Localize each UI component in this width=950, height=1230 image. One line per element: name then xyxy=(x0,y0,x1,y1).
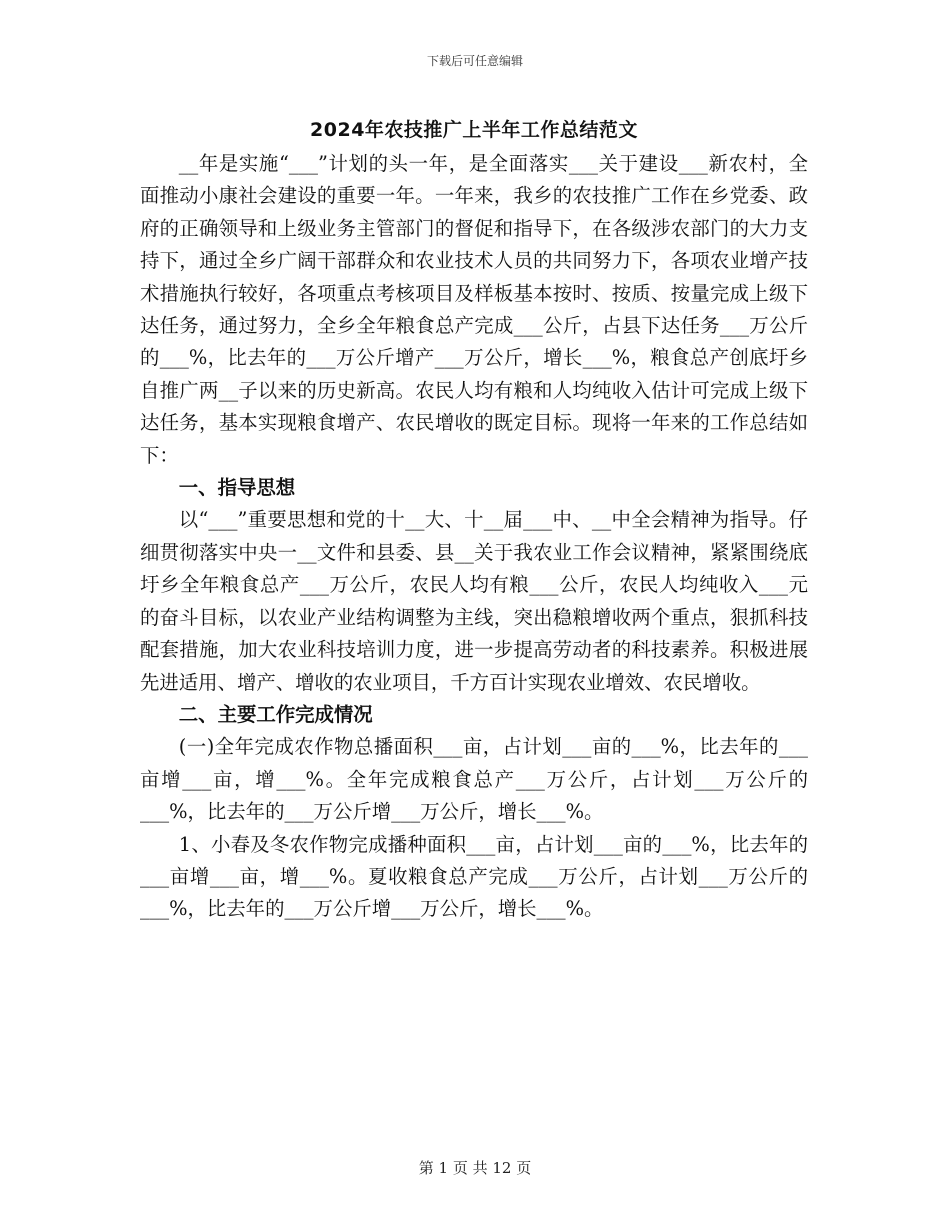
section-heading-main-work: 二、主要工作完成情况 xyxy=(178,702,373,726)
page-header-note: 下载后可任意编辑 xyxy=(426,54,523,68)
intro-paragraph: __年是实施“___”计划的头一年，是全面落实___关于建设___新农村，全面推动小康社会建设的重要一年。一年来，我乡的农技推广工作在乡党委、政府的正确领导和上级业务主管部门的督促和指导下，在各级涉农部门的大力支持下，通过全乡广阔干部群众和农业技术人员的共同努力下，各项农业增产技术措施执行较好，各项重点考核项目及样板基本按时、按质、按量完成上级下达任务，通过努力，全乡全年粮食总产完成___公斤，占县下达任务___万公斤的___%，比去年的___万公斤增产___万公斤，增长___%，粮食总产创底圩乡自推广两__子以来的历史新高。农民人均有粮和人均纯收入估计可完成上级下达任务，基本实现粮食增产、农民增收的既定目标。现将一年来的工作总结如下： xyxy=(140,152,808,467)
main-work-paragraph-1: (一)全年完成农作物总播面积___亩，占计划___亩的___%，比去年的___亩增___亩，增___%。全年完成粮食总产___万公斤，占计划___万公斤的___%，比去年的___万公斤增___万公斤，增长___%。 xyxy=(140,735,808,824)
document-title: 2024年农技推广上半年工作总结范文 xyxy=(310,119,638,141)
main-work-paragraph-2: 1、小春及冬农作物完成播种面积___亩，占计划___亩的___%，比去年的___亩增___亩，增___%。夏收粮食总产完成___万公斤，占计划___万公斤的___%，比去年的___万公斤增___万公斤，增长___%。 xyxy=(140,832,808,921)
page-footer-number: 第 1 页 共 12 页 xyxy=(418,1159,532,1177)
section-heading-guiding-thought: 一、指导思想 xyxy=(178,476,296,500)
document-body xyxy=(140,148,808,926)
guiding-thought-paragraph: 以“___”重要思想和党的十__大、十__届___中、__中全会精神为指导。仔细贯彻落实中央一__文件和县委、县__关于我农业工作会议精神，紧紧围绕底圩乡全年粮食总产___万公斤，农民人均有粮___公斤，农民人均纯收入___元的奋斗目标，以农业产业结构调整为主线，突出稳粮增收两个重点，狠抓科技配套措施，加大农业科技培训力度，进一步提高劳动者的科技素养。积极进展先进适用、增产、增收的农业项目，千方百计实现农业增效、农民增收。 xyxy=(140,508,808,694)
